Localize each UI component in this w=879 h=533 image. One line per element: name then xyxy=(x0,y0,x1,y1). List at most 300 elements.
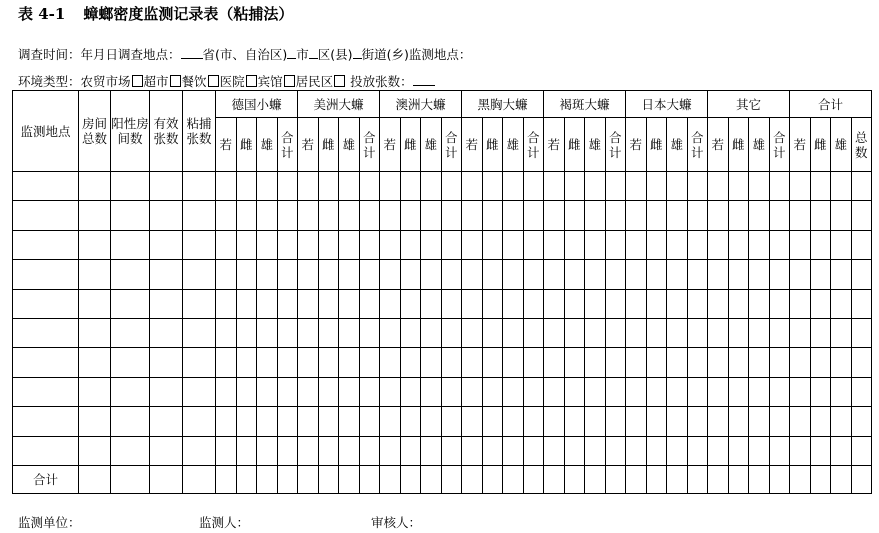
table-cell[interactable] xyxy=(749,260,770,289)
table-cell[interactable] xyxy=(728,407,749,436)
district-blank[interactable] xyxy=(309,46,318,59)
table-cell[interactable] xyxy=(626,201,647,230)
table-cell[interactable] xyxy=(544,172,565,201)
table-cell[interactable] xyxy=(585,318,606,347)
table-cell[interactable] xyxy=(769,201,790,230)
table-cell[interactable] xyxy=(790,465,811,493)
table-cell[interactable] xyxy=(216,318,237,347)
table-cell[interactable] xyxy=(421,377,442,406)
table-cell[interactable] xyxy=(150,289,183,318)
table-cell[interactable] xyxy=(462,348,483,377)
table-cell[interactable] xyxy=(585,260,606,289)
table-cell[interactable] xyxy=(216,289,237,318)
table-cell[interactable] xyxy=(626,318,647,347)
table-cell[interactable] xyxy=(79,465,111,493)
table-cell[interactable] xyxy=(851,230,872,259)
table-cell[interactable] xyxy=(380,407,401,436)
table-cell[interactable] xyxy=(810,260,831,289)
table-cell[interactable] xyxy=(605,407,626,436)
table-cell[interactable] xyxy=(749,318,770,347)
table-cell[interactable] xyxy=(626,436,647,465)
table-cell[interactable] xyxy=(626,230,647,259)
table-cell[interactable] xyxy=(421,465,442,493)
table-cell[interactable] xyxy=(400,407,421,436)
table-cell[interactable] xyxy=(298,407,319,436)
table-cell[interactable] xyxy=(359,407,380,436)
table-cell[interactable] xyxy=(441,230,462,259)
table-cell[interactable] xyxy=(523,407,544,436)
table-cell[interactable] xyxy=(359,201,380,230)
table-cell[interactable] xyxy=(380,436,401,465)
table-cell[interactable] xyxy=(421,407,442,436)
table-cell[interactable] xyxy=(236,260,257,289)
table-cell[interactable] xyxy=(544,465,565,493)
table-cell[interactable] xyxy=(277,407,298,436)
table-cell[interactable] xyxy=(462,260,483,289)
checkbox-supermarket[interactable] xyxy=(170,75,181,87)
table-cell[interactable] xyxy=(708,377,729,406)
table-cell[interactable] xyxy=(421,201,442,230)
table-cell[interactable] xyxy=(236,377,257,406)
table-cell[interactable] xyxy=(298,230,319,259)
table-cell[interactable] xyxy=(790,230,811,259)
table-cell[interactable] xyxy=(339,348,360,377)
table-cell[interactable] xyxy=(482,318,503,347)
table-cell[interactable] xyxy=(400,172,421,201)
table-cell[interactable] xyxy=(277,436,298,465)
table-cell[interactable] xyxy=(769,465,790,493)
table-cell[interactable] xyxy=(13,318,79,347)
table-cell[interactable] xyxy=(523,260,544,289)
table-cell[interactable] xyxy=(236,407,257,436)
table-cell[interactable] xyxy=(831,230,852,259)
table-cell[interactable] xyxy=(111,230,150,259)
table-cell[interactable] xyxy=(277,289,298,318)
table-cell[interactable] xyxy=(564,260,585,289)
table-cell[interactable] xyxy=(400,230,421,259)
table-cell[interactable] xyxy=(421,172,442,201)
table-cell[interactable] xyxy=(523,465,544,493)
table-cell[interactable] xyxy=(183,377,216,406)
table-cell[interactable] xyxy=(708,465,729,493)
table-cell[interactable] xyxy=(749,465,770,493)
table-cell[interactable] xyxy=(769,230,790,259)
table-cell[interactable] xyxy=(277,465,298,493)
table-cell[interactable] xyxy=(339,172,360,201)
table-cell[interactable] xyxy=(111,348,150,377)
table-cell[interactable] xyxy=(257,407,278,436)
table-cell[interactable] xyxy=(13,201,79,230)
table-cell[interactable] xyxy=(810,230,831,259)
table-cell[interactable] xyxy=(482,201,503,230)
table-cell[interactable] xyxy=(359,348,380,377)
table-cell[interactable] xyxy=(564,465,585,493)
table-cell[interactable] xyxy=(183,230,216,259)
table-cell[interactable] xyxy=(851,172,872,201)
table-cell[interactable] xyxy=(441,201,462,230)
table-cell[interactable] xyxy=(462,436,483,465)
table-cell[interactable] xyxy=(749,172,770,201)
table-cell[interactable] xyxy=(667,436,688,465)
table-cell[interactable] xyxy=(790,348,811,377)
table-cell[interactable] xyxy=(318,377,339,406)
table-cell[interactable] xyxy=(111,465,150,493)
table-cell[interactable] xyxy=(183,348,216,377)
table-cell[interactable] xyxy=(687,348,708,377)
table-cell[interactable] xyxy=(544,348,565,377)
table-cell[interactable] xyxy=(79,348,111,377)
table-cell[interactable] xyxy=(728,260,749,289)
table-cell[interactable] xyxy=(831,348,852,377)
table-cell[interactable] xyxy=(790,289,811,318)
table-cell[interactable] xyxy=(503,289,524,318)
table-cell[interactable] xyxy=(150,377,183,406)
table-cell[interactable] xyxy=(318,407,339,436)
table-cell[interactable] xyxy=(318,436,339,465)
table-cell[interactable] xyxy=(851,407,872,436)
table-cell[interactable] xyxy=(79,289,111,318)
table-cell[interactable] xyxy=(462,289,483,318)
table-cell[interactable] xyxy=(605,436,626,465)
table-cell[interactable] xyxy=(359,289,380,318)
table-cell[interactable] xyxy=(462,407,483,436)
table-cell[interactable] xyxy=(831,436,852,465)
table-cell[interactable] xyxy=(831,465,852,493)
table-cell[interactable] xyxy=(257,172,278,201)
table-cell[interactable] xyxy=(810,407,831,436)
table-cell[interactable] xyxy=(482,465,503,493)
table-cell[interactable] xyxy=(236,436,257,465)
table-cell[interactable] xyxy=(13,407,79,436)
table-cell[interactable] xyxy=(421,436,442,465)
table-cell[interactable] xyxy=(462,230,483,259)
table-cell[interactable] xyxy=(503,318,524,347)
table-cell[interactable] xyxy=(482,289,503,318)
table-cell[interactable] xyxy=(626,465,647,493)
table-cell[interactable] xyxy=(298,348,319,377)
table-cell[interactable] xyxy=(298,436,319,465)
table-cell[interactable] xyxy=(236,348,257,377)
table-cell[interactable] xyxy=(749,289,770,318)
table-cell[interactable] xyxy=(831,377,852,406)
table-cell[interactable] xyxy=(257,318,278,347)
table-cell[interactable] xyxy=(728,289,749,318)
province-blank[interactable] xyxy=(181,46,203,59)
table-cell[interactable] xyxy=(216,172,237,201)
table-cell[interactable] xyxy=(183,436,216,465)
table-cell[interactable] xyxy=(523,201,544,230)
table-cell[interactable] xyxy=(503,172,524,201)
table-cell[interactable] xyxy=(728,377,749,406)
table-cell[interactable] xyxy=(216,436,237,465)
table-cell[interactable] xyxy=(564,318,585,347)
table-cell[interactable] xyxy=(708,436,729,465)
table-cell[interactable] xyxy=(851,436,872,465)
table-cell[interactable] xyxy=(421,230,442,259)
table-cell[interactable] xyxy=(769,289,790,318)
table-cell[interactable] xyxy=(810,436,831,465)
table-cell[interactable] xyxy=(339,407,360,436)
table-cell[interactable] xyxy=(626,348,647,377)
table-cell[interactable] xyxy=(277,260,298,289)
table-cell[interactable] xyxy=(79,407,111,436)
table-cell[interactable] xyxy=(462,318,483,347)
table-cell[interactable] xyxy=(359,172,380,201)
table-cell[interactable] xyxy=(626,289,647,318)
table-cell[interactable] xyxy=(150,407,183,436)
checkbox-hospital[interactable] xyxy=(246,75,257,87)
table-cell[interactable] xyxy=(482,348,503,377)
table-cell[interactable] xyxy=(111,377,150,406)
table-cell[interactable] xyxy=(646,407,667,436)
table-cell[interactable] xyxy=(503,260,524,289)
table-cell[interactable] xyxy=(790,172,811,201)
table-cell[interactable] xyxy=(667,260,688,289)
table-cell[interactable] xyxy=(150,465,183,493)
table-cell[interactable] xyxy=(708,348,729,377)
table-cell[interactable] xyxy=(79,260,111,289)
table-cell[interactable] xyxy=(183,260,216,289)
table-cell[interactable] xyxy=(564,377,585,406)
table-cell[interactable] xyxy=(749,230,770,259)
table-cell[interactable] xyxy=(257,465,278,493)
table-cell[interactable] xyxy=(400,201,421,230)
table-cell[interactable] xyxy=(482,230,503,259)
table-cell[interactable] xyxy=(544,436,565,465)
table-cell[interactable] xyxy=(441,318,462,347)
table-cell[interactable] xyxy=(150,348,183,377)
table-cell[interactable] xyxy=(523,230,544,259)
table-cell[interactable] xyxy=(667,407,688,436)
table-cell[interactable] xyxy=(150,318,183,347)
table-cell[interactable] xyxy=(380,318,401,347)
table-cell[interactable] xyxy=(13,436,79,465)
table-cell[interactable] xyxy=(585,201,606,230)
table-cell[interactable] xyxy=(810,289,831,318)
table-cell[interactable] xyxy=(111,407,150,436)
table-cell[interactable] xyxy=(216,377,237,406)
table-cell[interactable] xyxy=(503,377,524,406)
table-cell[interactable] xyxy=(257,348,278,377)
table-cell[interactable] xyxy=(687,377,708,406)
table-cell[interactable] xyxy=(441,407,462,436)
table-cell[interactable] xyxy=(79,377,111,406)
table-cell[interactable] xyxy=(769,172,790,201)
table-cell[interactable] xyxy=(400,348,421,377)
table-cell[interactable] xyxy=(749,377,770,406)
table-cell[interactable] xyxy=(646,377,667,406)
checkbox-residential[interactable] xyxy=(334,75,345,87)
table-cell[interactable] xyxy=(728,436,749,465)
table-cell[interactable] xyxy=(646,201,667,230)
table-cell[interactable] xyxy=(605,377,626,406)
table-cell[interactable] xyxy=(111,289,150,318)
table-cell[interactable] xyxy=(790,377,811,406)
table-cell[interactable] xyxy=(646,260,667,289)
table-cell[interactable] xyxy=(687,201,708,230)
table-cell[interactable] xyxy=(687,289,708,318)
table-cell[interactable] xyxy=(831,407,852,436)
table-cell[interactable] xyxy=(687,260,708,289)
table-cell[interactable] xyxy=(544,230,565,259)
table-cell[interactable] xyxy=(687,230,708,259)
table-cell[interactable] xyxy=(687,318,708,347)
table-cell[interactable] xyxy=(359,436,380,465)
table-cell[interactable] xyxy=(277,230,298,259)
table-cell[interactable] xyxy=(441,377,462,406)
table-cell[interactable] xyxy=(13,348,79,377)
table-cell[interactable] xyxy=(339,260,360,289)
table-cell[interactable] xyxy=(687,172,708,201)
table-cell[interactable] xyxy=(646,230,667,259)
table-cell[interactable] xyxy=(503,230,524,259)
table-cell[interactable] xyxy=(339,201,360,230)
table-cell[interactable] xyxy=(482,377,503,406)
table-cell[interactable] xyxy=(13,172,79,201)
table-cell[interactable] xyxy=(564,289,585,318)
table-cell[interactable] xyxy=(318,289,339,318)
table-cell[interactable] xyxy=(400,318,421,347)
table-cell[interactable] xyxy=(769,407,790,436)
table-cell[interactable] xyxy=(831,260,852,289)
table-cell[interactable] xyxy=(236,465,257,493)
table-cell[interactable] xyxy=(790,201,811,230)
table-cell[interactable] xyxy=(216,260,237,289)
table-cell[interactable] xyxy=(183,172,216,201)
table-cell[interactable] xyxy=(605,230,626,259)
table-cell[interactable] xyxy=(236,230,257,259)
table-cell[interactable] xyxy=(150,260,183,289)
table-cell[interactable] xyxy=(257,289,278,318)
table-cell[interactable] xyxy=(605,318,626,347)
table-cell[interactable] xyxy=(831,201,852,230)
table-cell[interactable] xyxy=(13,260,79,289)
table-cell[interactable] xyxy=(708,407,729,436)
table-cell[interactable] xyxy=(749,348,770,377)
table-cell[interactable] xyxy=(380,172,401,201)
table-cell[interactable] xyxy=(421,348,442,377)
table-cell[interactable] xyxy=(482,172,503,201)
table-cell[interactable] xyxy=(626,172,647,201)
table-cell[interactable] xyxy=(708,260,729,289)
table-cell[interactable] xyxy=(13,230,79,259)
table-cell[interactable] xyxy=(216,465,237,493)
table-cell[interactable] xyxy=(769,377,790,406)
table-cell[interactable] xyxy=(400,289,421,318)
table-cell[interactable] xyxy=(111,436,150,465)
table-cell[interactable] xyxy=(339,377,360,406)
table-cell[interactable] xyxy=(298,318,319,347)
table-cell[interactable] xyxy=(318,348,339,377)
table-cell[interactable] xyxy=(667,172,688,201)
table-cell[interactable] xyxy=(810,348,831,377)
table-cell[interactable] xyxy=(667,465,688,493)
table-cell[interactable] xyxy=(790,318,811,347)
table-cell[interactable] xyxy=(298,201,319,230)
table-cell[interactable] xyxy=(667,289,688,318)
table-cell[interactable] xyxy=(111,260,150,289)
table-cell[interactable] xyxy=(605,348,626,377)
city-blank[interactable] xyxy=(287,46,296,59)
table-cell[interactable] xyxy=(544,201,565,230)
table-cell[interactable] xyxy=(216,407,237,436)
table-cell[interactable] xyxy=(482,260,503,289)
table-cell[interactable] xyxy=(183,465,216,493)
table-cell[interactable] xyxy=(810,377,831,406)
table-cell[interactable] xyxy=(277,201,298,230)
table-cell[interactable] xyxy=(503,436,524,465)
table-cell[interactable] xyxy=(79,201,111,230)
table-cell[interactable] xyxy=(318,318,339,347)
table-cell[interactable] xyxy=(503,348,524,377)
table-cell[interactable] xyxy=(626,377,647,406)
table-cell[interactable] xyxy=(79,230,111,259)
table-cell[interactable] xyxy=(318,465,339,493)
table-cell[interactable] xyxy=(462,377,483,406)
table-cell[interactable] xyxy=(810,201,831,230)
table-cell[interactable] xyxy=(277,172,298,201)
table-cell[interactable] xyxy=(462,201,483,230)
table-cell[interactable] xyxy=(728,465,749,493)
table-cell[interactable] xyxy=(183,201,216,230)
table-cell[interactable] xyxy=(646,318,667,347)
table-cell[interactable] xyxy=(728,318,749,347)
table-cell[interactable] xyxy=(441,465,462,493)
table-cell[interactable] xyxy=(851,348,872,377)
table-cell[interactable] xyxy=(523,289,544,318)
table-cell[interactable] xyxy=(236,318,257,347)
table-cell[interactable] xyxy=(851,465,872,493)
table-cell[interactable] xyxy=(462,172,483,201)
table-cell[interactable] xyxy=(339,230,360,259)
table-cell[interactable] xyxy=(277,348,298,377)
table-cell[interactable] xyxy=(380,260,401,289)
table-cell[interactable] xyxy=(831,289,852,318)
table-cell[interactable] xyxy=(564,436,585,465)
table-cell[interactable] xyxy=(257,201,278,230)
table-cell[interactable] xyxy=(482,436,503,465)
table-cell[interactable] xyxy=(339,289,360,318)
table-cell[interactable] xyxy=(441,348,462,377)
table-cell[interactable] xyxy=(318,172,339,201)
table-cell[interactable] xyxy=(810,172,831,201)
table-cell[interactable] xyxy=(380,377,401,406)
table-cell[interactable] xyxy=(523,172,544,201)
table-cell[interactable] xyxy=(585,289,606,318)
table-cell[interactable] xyxy=(13,377,79,406)
table-cell[interactable] xyxy=(585,377,606,406)
table-cell[interactable] xyxy=(810,318,831,347)
table-cell[interactable] xyxy=(564,230,585,259)
table-cell[interactable] xyxy=(298,289,319,318)
table-cell[interactable] xyxy=(749,201,770,230)
table-cell[interactable] xyxy=(277,318,298,347)
table-cell[interactable] xyxy=(667,377,688,406)
table-cell[interactable] xyxy=(564,201,585,230)
table-cell[interactable] xyxy=(523,348,544,377)
table-cell[interactable] xyxy=(790,436,811,465)
table-cell[interactable] xyxy=(150,230,183,259)
table-cell[interactable] xyxy=(183,407,216,436)
table-cell[interactable] xyxy=(503,407,524,436)
table-cell[interactable] xyxy=(564,348,585,377)
table-cell[interactable] xyxy=(585,230,606,259)
placed-count-blank[interactable] xyxy=(413,73,435,86)
table-cell[interactable] xyxy=(831,318,852,347)
table-cell[interactable] xyxy=(421,260,442,289)
table-cell[interactable] xyxy=(687,407,708,436)
table-cell[interactable] xyxy=(421,318,442,347)
